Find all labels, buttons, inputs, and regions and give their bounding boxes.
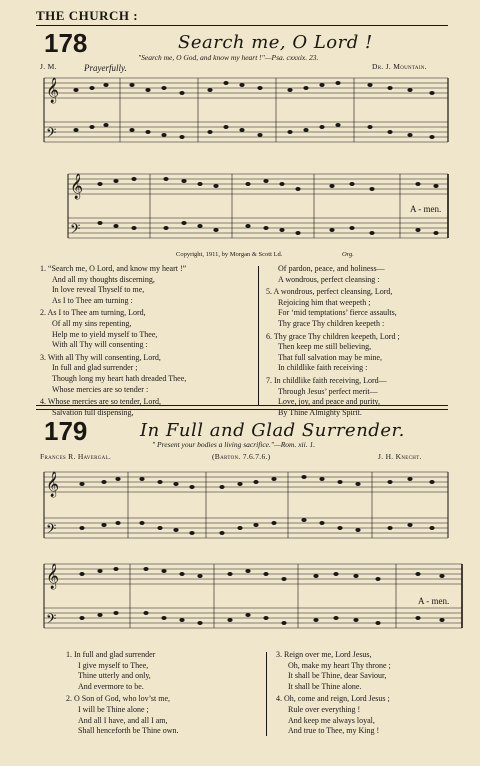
svg-text:𝄢: 𝄢 — [46, 125, 57, 144]
hymn-179-tune: (Barton. 7.6.7.6.) — [212, 452, 271, 461]
verse-line: In love reveal Thyself to me, — [52, 285, 145, 295]
hymn-178-number: 178 — [44, 28, 88, 58]
verse-6 — [266, 332, 450, 374]
verse-line: 6. Thy grace Thy children keepeth, Lord ; — [266, 331, 400, 341]
verse-line: 1. “Search me, O Lord, and know my heart !” — [40, 264, 187, 273]
verse-line: Thy grace Thy children keepeth : — [278, 318, 385, 328]
hymn-178-title: Search me, O Lord ! — [178, 32, 373, 53]
hymn-178-system-1 — [0, 70, 480, 180]
hymn-179-verses-right — [276, 650, 456, 739]
verse-line: And true to Thee, my King ! — [288, 726, 380, 736]
verse-4-cont — [266, 264, 450, 285]
hymn-178-verses-right — [266, 264, 450, 420]
svg-text:𝄢: 𝄢 — [70, 221, 81, 240]
hymn-179-system-1 — [0, 462, 480, 562]
verse-1 — [66, 650, 266, 692]
svg-text:𝄞: 𝄞 — [46, 564, 60, 589]
verse-7 — [266, 376, 450, 418]
hymn-178-system-2 — [0, 168, 480, 258]
verse-line: Whose mercies are so tender : — [52, 384, 149, 394]
verse-line: In childlike faith receiving : — [278, 363, 368, 373]
hymn-178-verses-left — [40, 264, 254, 420]
hymn-179-amen: A - men. — [418, 596, 450, 606]
verse-line: A wondrous, perfect cleansing : — [278, 274, 380, 284]
running-head: THE CHURCH : — [36, 8, 139, 23]
verse-line: Help me to yield myself to Thee, — [52, 329, 158, 339]
verse-line: I give myself to Thee, — [78, 660, 149, 670]
hymn-178-copyright: Copyright, 1911, by Morgan & Scott Ld. — [176, 251, 283, 258]
verse-line: 4. Oh, come and reign, Lord Jesus ; — [276, 694, 390, 704]
hymn-179-system-2 — [0, 554, 480, 650]
verse-line: Oh, make my heart Thy throne ; — [288, 660, 391, 670]
verse-line: By Thine Almighty Spirit. — [278, 407, 362, 417]
verse-line: Rejoicing him that weepeth ; — [278, 297, 371, 307]
verse-line: For ‘mid temptations’ fierce assaults, — [278, 308, 397, 318]
hymn-179-epigraph: " Present your bodies a living sacrifice."—Rom. xii. 1. — [152, 440, 316, 449]
verse-line: Though long my heart hath dreaded Thee, — [52, 373, 187, 383]
verse-line: As I to Thee am turning : — [52, 295, 133, 305]
verse-line: Love, joy, and peace and purity, — [278, 397, 381, 407]
verse-line: Thine utterly and only, — [78, 671, 151, 681]
verse-2 — [66, 694, 266, 736]
verse-line: With all Thy will consenting : — [52, 340, 148, 350]
verse-line: Then keep me still believing, — [278, 342, 372, 352]
verse-line: 1. In full and glad surrender — [66, 650, 156, 659]
verse-line: Rule over everything ! — [288, 704, 361, 714]
hymn-separator-rule — [36, 405, 448, 410]
column-rule — [266, 652, 267, 736]
verse-1 — [40, 264, 254, 306]
verse-line: Of pardon, peace, and holiness— — [278, 264, 385, 273]
verse-line: 4. Whose mercies are so tender, Lord, — [40, 397, 162, 407]
verse-3 — [40, 353, 254, 395]
verse-2 — [40, 308, 254, 350]
hymn-179-author: Frances R. Havergal. — [40, 452, 112, 461]
verse-line: It shall be Thine, dear Saviour, — [288, 671, 387, 681]
hymn-178-org: Org. — [342, 251, 354, 258]
hymn-179-number: 179 — [44, 416, 88, 446]
svg-text:𝄞: 𝄞 — [70, 174, 84, 199]
svg-text:𝄢: 𝄢 — [46, 521, 57, 540]
verse-line: Through Jesus’ perfect merit— — [278, 386, 378, 396]
verse-line: I will be Thine alone ; — [78, 704, 149, 714]
verse-line: 5. A wondrous, perfect cleansing, Lord, — [266, 287, 393, 297]
verse-line: In full and glad surrender ; — [52, 363, 138, 373]
hymn-179-title: In Full and Glad Surrender. — [140, 420, 405, 441]
verse-line: Salvation full dispensing, — [52, 407, 134, 417]
verse-line: 2. As I to Thee am turning, Lord, — [40, 308, 146, 318]
verse-line: And evermore to be. — [78, 681, 144, 691]
hymn-178-epigraph: "Search me, O God, and know my heart !"—Psa. cxxxix. 23. — [138, 53, 319, 62]
hymn-178-amen: A - men. — [410, 204, 442, 214]
hymn-178-tempo: Prayerfully. — [84, 63, 127, 73]
hymn-178-composer: Dr. J. Mountain. — [372, 62, 427, 71]
verse-5 — [266, 287, 450, 329]
svg-text:𝄞: 𝄞 — [46, 472, 60, 497]
hymn-179-composer: J. H. Knecht. — [378, 452, 422, 461]
verse-3 — [276, 650, 456, 692]
verse-4 — [276, 694, 456, 736]
verse-line: And all my thoughts discerning, — [52, 274, 155, 284]
verse-line: 2. O Son of God, who lov’st me, — [66, 694, 170, 704]
verse-line: Of all my sins repenting, — [52, 318, 132, 328]
verse-line: Shall henceforth be Thine own. — [78, 726, 179, 736]
header-rule — [36, 25, 448, 26]
column-rule — [258, 266, 259, 406]
verse-line: 3. With all Thy will consenting, Lord, — [40, 352, 161, 362]
verse-line: And keep me always loyal, — [288, 715, 375, 725]
hymn-178-author: J. M. — [40, 62, 57, 71]
svg-text:𝄞: 𝄞 — [46, 78, 60, 103]
hymn-179-verses-left — [66, 650, 266, 739]
verse-line: 3. Reign over me, Lord Jesus, — [276, 650, 372, 659]
svg-text:𝄢: 𝄢 — [46, 611, 57, 630]
verse-line: It shall be Thine alone. — [288, 681, 362, 691]
verse-line: And all I have, and all I am, — [78, 715, 168, 725]
verse-line: 7. In childlike faith receiving, Lord— — [266, 375, 387, 385]
verse-line: That full salvation may be mine, — [278, 352, 382, 362]
